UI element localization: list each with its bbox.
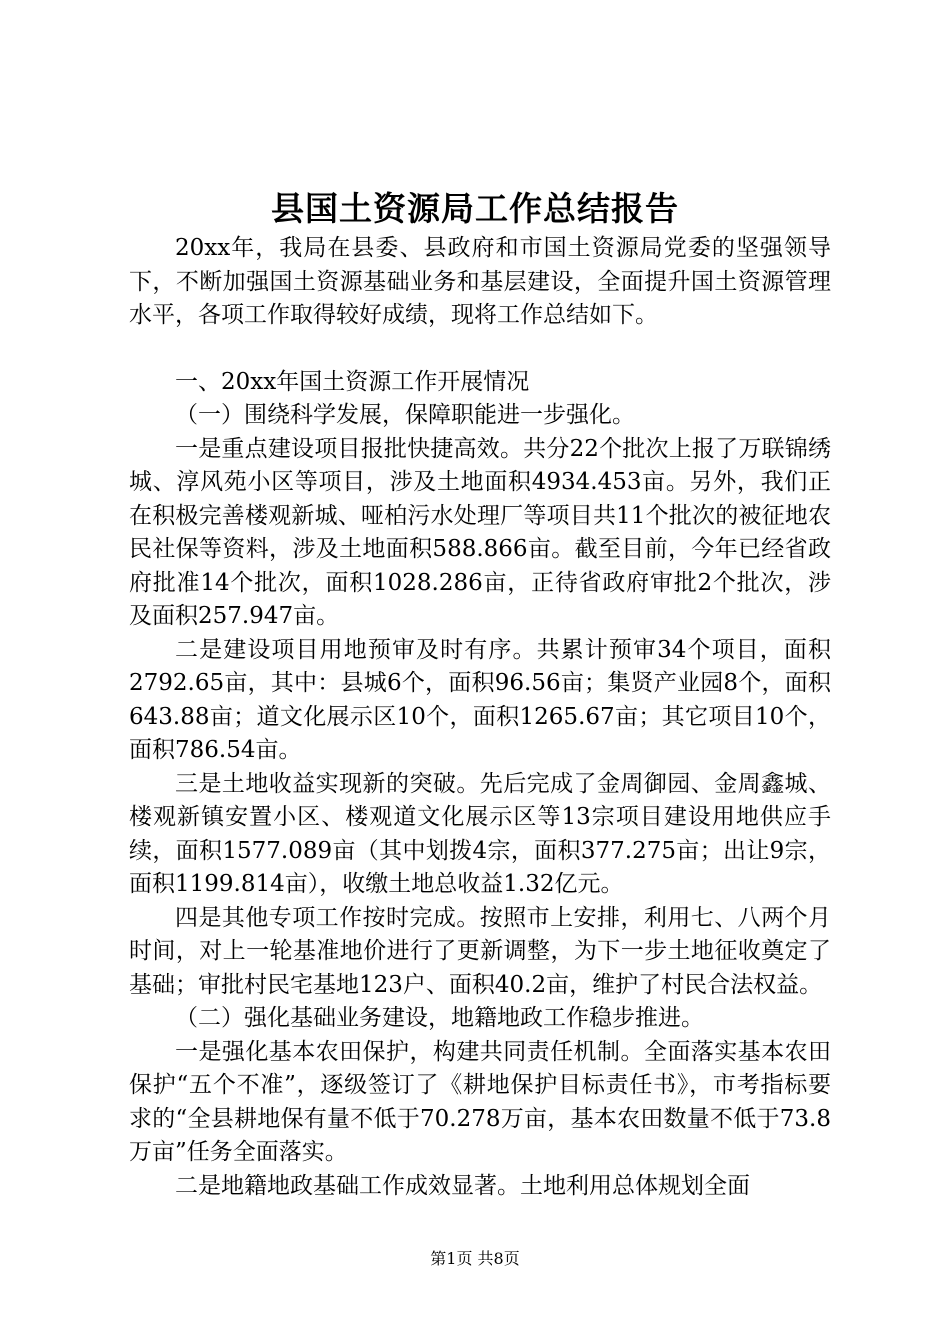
document-body	[129, 232, 831, 1203]
paragraph: 一是重点建设项目报批快捷高效。共分22个批次上报了万联锦绣城、淳风苑小区等项目，涉及土地面积4934.453亩。另外，我们正在积极完善楼观新城、哑柏污水处理厂等项目共11个批次的被征地农民社保等资料，涉及土地面积588.866亩。截至目前，今年已经省政府批准14个批次，面积1028.286亩，正待省政府审批2个批次，涉及面积257.947亩。	[129, 435, 831, 629]
paragraph-intro: 20xx年，我局在县委、县政府和市国土资源局党委的坚强领导下，不断加强国土资源基础业务和基层建设，全面提升国土资源管理水平，各项工作取得较好成绩，现将工作总结如下。	[129, 235, 831, 328]
paragraph: 二是地籍地政基础工作成效显著。土地利用总体规划全面	[175, 1172, 750, 1199]
subsection-heading: （一）围绕科学发展，保障职能进一步强化。	[175, 402, 635, 428]
paragraph: 一是强化基本农田保护，构建共同责任机制。全面落实基本农田保护“五个不准”，逐级签订了《耕地保护目标责任书》，市考指标要求的“全县耕地保有量不低于70.278万亩，基本农田数量不低于73.8万亩”任务全面落实。	[129, 1038, 831, 1165]
paragraph: 三是土地收益实现新的突破。先后完成了金周御园、金周鑫城、楼观新镇安置小区、楼观道文化展示区等13宗项目建设用地供应手续，面积1577.089亩（其中划拨4宗，面积377.275亩；出让9宗，面积1199.814亩），收缴土地总收益1.32亿元。	[129, 770, 831, 897]
paragraph: 四是其他专项工作按时完成。按照市上安排，利用七、八两个月时间，对上一轮基准地价进行了更新调整，为下一步土地征收奠定了基础；审批村民宅基地123户、面积40.2亩，维护了村民合法权益。	[129, 904, 831, 998]
page-footer: 第1页 共8页	[430, 1249, 520, 1268]
paragraph: 二是建设项目用地预审及时有序。共累计预审34个项目，面积2792.65亩，其中：县城6个，面积96.56亩；集贤产业园8个，面积643.88亩；道文化展示区10个，面积1265.67亩；其它项目10个，面积786.54亩。	[129, 636, 831, 763]
section-heading: 一、20xx年国土资源工作开展情况	[175, 368, 530, 395]
subsection-heading: （二）强化基础业务建设，地籍地政工作稳步推进。	[175, 1005, 704, 1031]
document-title: 县国土资源局工作总结报告	[271, 189, 679, 228]
